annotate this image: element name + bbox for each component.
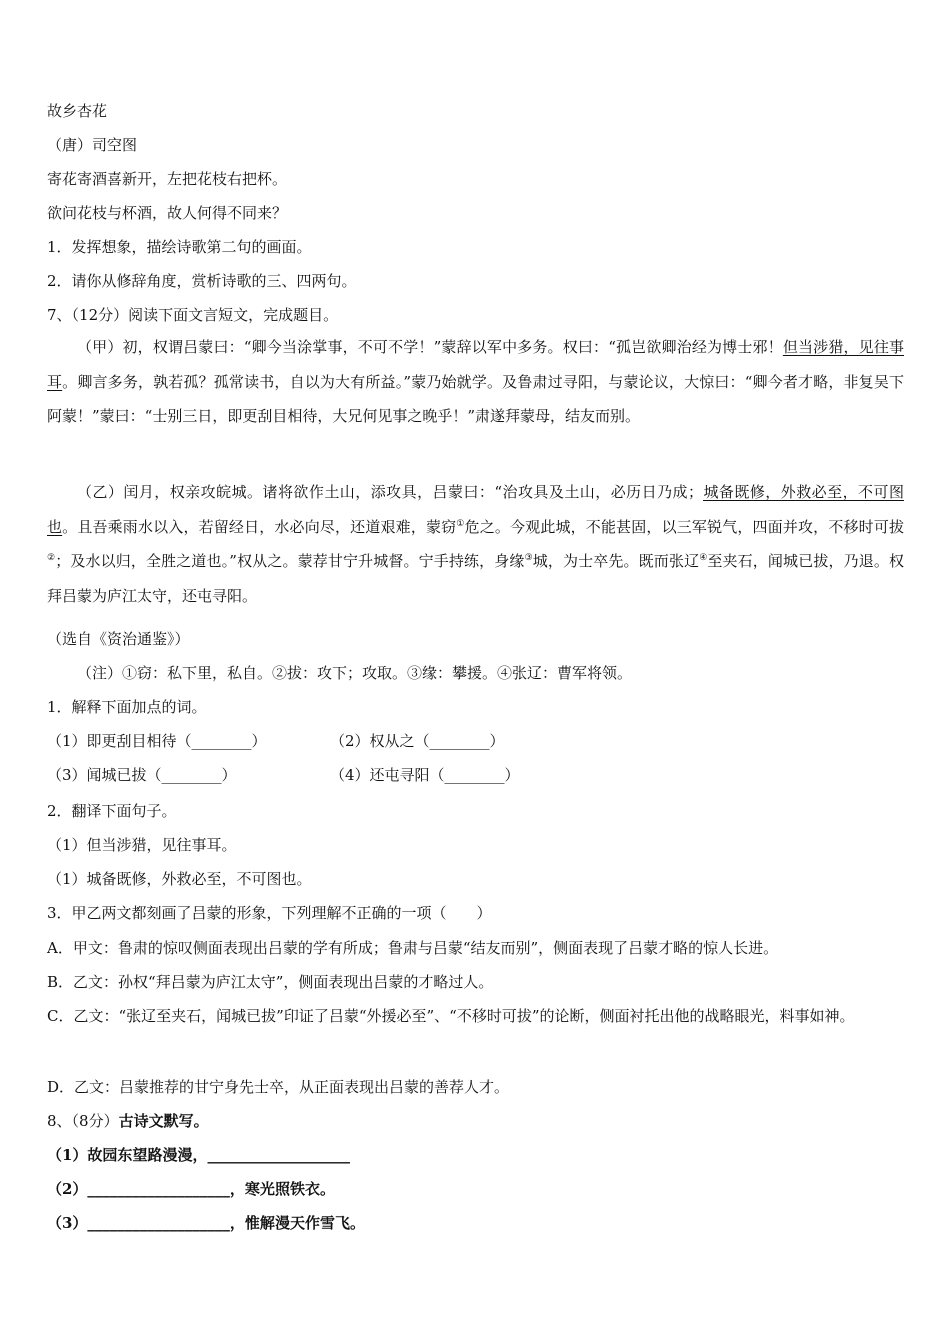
poem-line-2: 欲问花枝与杯酒，故人何得不同来？: [47, 204, 288, 222]
q6-subquestion-2: 2．请你从修辞角度，赏析诗歌的三、四两句。: [47, 272, 357, 290]
passage-yi-text-2: 。且吾乘雨水以入，若留经日，水必向尽，还道艰难，蒙窃: [62, 517, 457, 536]
passage-yi-underlined-sentence: 城备既修，外救必至，不可图也: [47, 483, 904, 536]
q7-sub2-prompt: 2．翻译下面句子。: [47, 802, 177, 820]
q7-sub1-item-1: （1）即更刮目相待（________）: [47, 732, 267, 750]
q8-header-prefix: 8、（8分）: [47, 1112, 119, 1130]
passage-jia-underlined-sentence: 但当涉猎，见往事耳: [47, 338, 904, 391]
passage-yi: [47, 475, 904, 613]
passage-source: （选自《资治通鉴》）: [47, 630, 190, 648]
q7-header: 7、（12分）阅读下面文言短文，完成题目。: [47, 306, 339, 324]
q8-header-title: 古诗文默写。: [118, 1112, 209, 1130]
q7-sub3-prompt: 3．甲乙两文都刻画了吕蒙的形象，下列理解不正确的一项（ ）: [47, 904, 492, 922]
q7-sub1-item-3: （3）闻城已拔（________）: [47, 766, 237, 784]
passage-jia-text-2: 。卿言多务，孰若孤？孤常读书，自以为大有所益。”蒙乃始就学。及鲁肃过寻阳，与蒙论议，大惊曰：“卿今者才略，非复吴下阿蒙！”蒙曰：“士别三日，即更刮目相待，大兄何见事之晚乎！”肃遂拜蒙母，结友而别。: [47, 372, 904, 425]
passage-jia-text-1: （甲）初，权谓吕蒙曰：“卿今当涂掌事，不可不学！”蒙辞以军中多务。权曰：“孤岂欲卿治经为博士邪！: [77, 338, 783, 356]
passage-yi-text-6: 至夹石，闻城已拔，乃退。权拜吕蒙为庐江太守，还屯寻阳。: [47, 552, 904, 605]
footnote-mark-1: ①: [456, 518, 465, 529]
poem-author: （唐）司空图: [47, 136, 138, 154]
q6-subquestion-1: 1．发挥想象，描绘诗歌第二句的画面。: [47, 238, 312, 256]
passage-jia: [47, 330, 904, 434]
q8-item-2: （2）___________________，寒光照铁衣。: [47, 1180, 335, 1198]
q7-sub3-option-d: D．乙文：吕蒙推荐的甘宁身先士卒，从正面表现出吕蒙的善荐人才。: [47, 1078, 510, 1096]
q7-sub3-option-a: A．甲文：鲁肃的惊叹侧面表现出吕蒙的学有所成；鲁肃与吕蒙“结友而别”，侧面表现了吕蒙才略的惊人长进。: [47, 939, 779, 957]
q7-sub3-option-b: B．乙文：孙权“拜吕蒙为庐江太守”，侧面表现出吕蒙的才略过人。: [47, 973, 494, 991]
poem-title: 故乡杏花: [47, 102, 108, 120]
passage-yi-text-5: 城，为士卒先。既而张辽: [532, 552, 700, 570]
q7-sub2-item-1: （1）但当涉猎，见往事耳。: [47, 836, 237, 854]
passage-yi-text-4: ；及水以归，全胜之道也。”权从之。蒙荐甘宁升城督。宁手持练，身缘: [55, 552, 525, 570]
q7-sub1-row-1: [47, 730, 904, 752]
q8-item-1: （1）故园东望路漫漫，___________________: [47, 1146, 350, 1164]
poem-line-1: 寄花寄酒喜新开，左把花枝右把杯。: [47, 170, 288, 188]
footnote-mark-4: ④: [699, 553, 708, 563]
footnote-mark-2: ②: [47, 553, 56, 563]
q7-sub1-prompt: 1．解释下面加点的词。: [47, 698, 207, 716]
q7-sub1-item-4: （4）还屯寻阳（________）: [330, 766, 520, 784]
q7-sub1-row-2: [47, 764, 904, 786]
q7-sub2-item-2: （1）城备既修，外救必至，不可图也。: [47, 870, 312, 888]
passage-yi-text-3: 危之。今观此城，不能甚固，以三军锐气，四面并攻，不移时可拔: [464, 517, 904, 536]
q7-sub1-item-2: （2）权从之（________）: [330, 732, 505, 750]
footnote-mark-3: ③: [524, 553, 533, 563]
q7-sub3-option-c: C．乙文：“张辽至夹石，闻城已拔”印证了吕蒙“外援必至”、“不移时可拔”的论断，侧面衬托出他的战略眼光，料事如神。: [47, 1007, 855, 1025]
q8-header: [47, 1110, 904, 1132]
q8-item-3: （3）___________________，惟解漫天作雪飞。: [47, 1214, 365, 1232]
passage-yi-text-1: （乙）闰月，权亲攻皖城。诸将欲作土山，添攻具，吕蒙曰：“治攻具及土山，必历日乃成；: [77, 483, 704, 501]
passage-notes: （注）①窃：私下里，私自。②拔：攻下；攻取。③缘：攀援。④张辽：曹军将领。: [77, 664, 633, 682]
